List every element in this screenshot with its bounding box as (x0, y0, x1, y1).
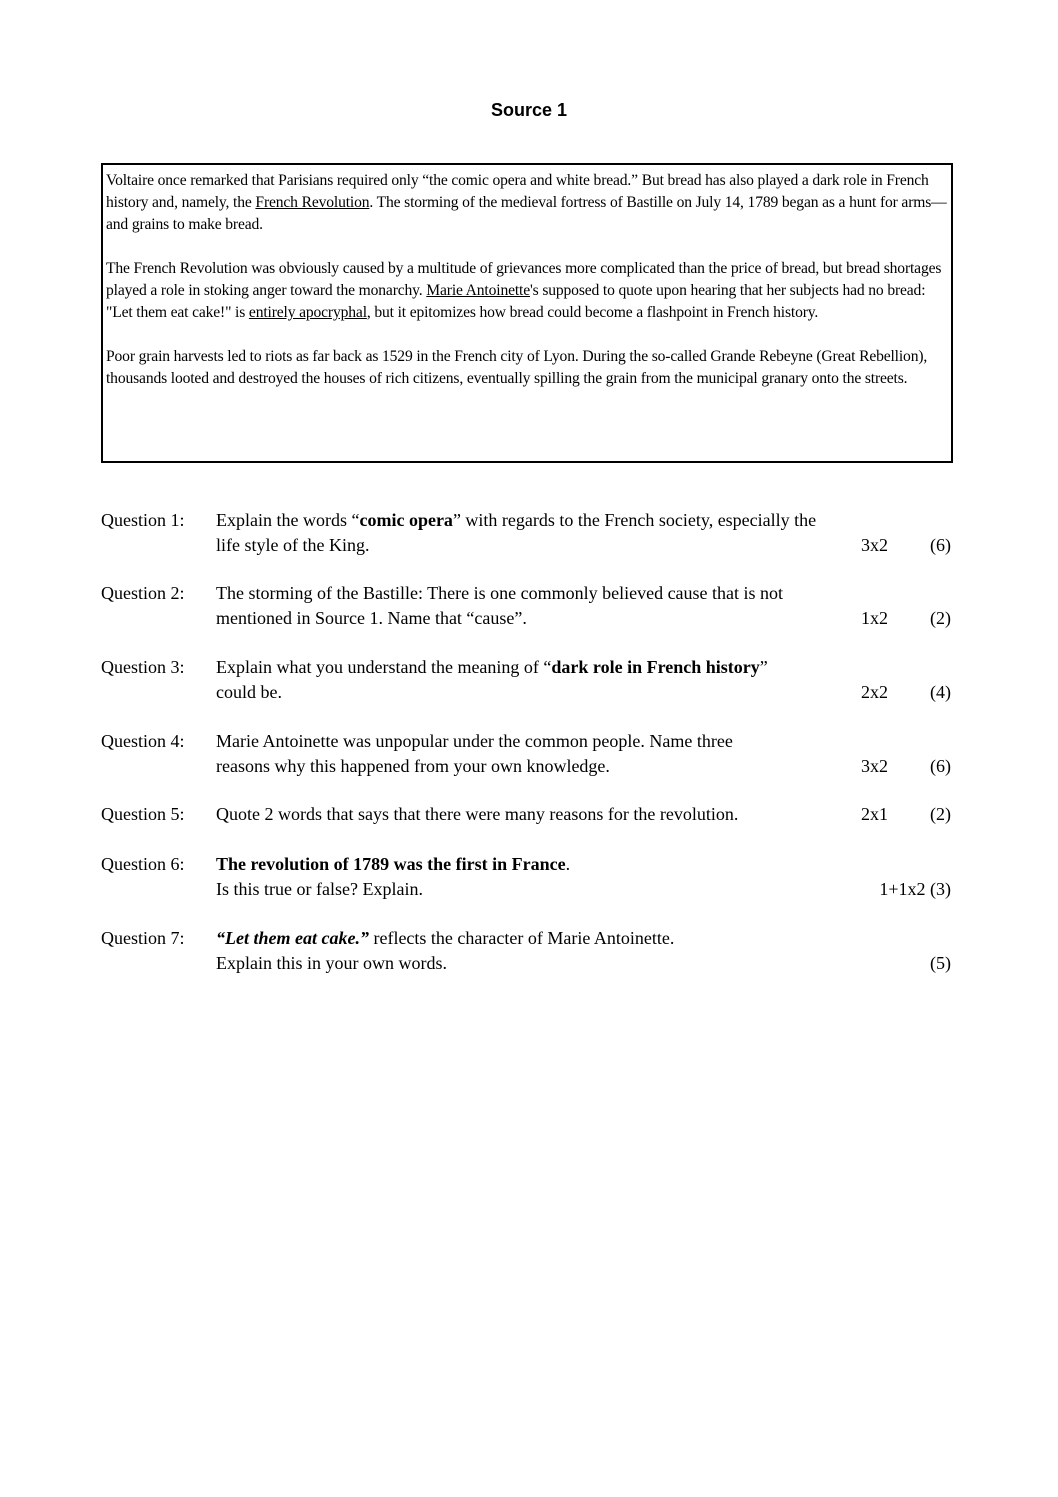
question-marks: 3x2 (6) (861, 535, 951, 555)
question-text: Explain the words “comic opera” with regards to the French society, especially the (216, 510, 817, 530)
source-paragraph-3: Poor grain harvests led to riots as far back as 1529 in the French city of Lyon. During the so-called Grande Rebeyne (Great Rebellion), thousands looted and destroyed the houses of rich citizens, eventually spilling the grain from the municipal granary onto the streets. (106, 348, 928, 387)
question-label: Question 3: (101, 657, 185, 677)
question-label: Question 2: (101, 583, 185, 603)
question-5 (101, 802, 951, 827)
question-marks: (5) (930, 953, 951, 973)
page-title: Source 1 (490, 100, 568, 120)
question-text: life style of the King. (216, 535, 370, 555)
question-2 (101, 581, 951, 631)
question-marks: 3x2 (6) (861, 756, 951, 776)
question-3 (101, 655, 951, 705)
question-label: Question 1: (101, 510, 185, 530)
french-revolution-link[interactable]: French Revolution (255, 194, 370, 211)
marie-antoinette-link[interactable]: Marie Antoinette (426, 282, 530, 299)
question-text: Is this true or false? Explain. (216, 879, 423, 899)
question-text: mentioned in Source 1. Name that “cause”. (216, 608, 527, 628)
question-text: The storming of the Bastille: There is one commonly believed cause that is not (216, 583, 784, 603)
question-text: Marie Antoinette was unpopular under the common people. Name three (216, 731, 733, 751)
question-label: Question 6: (101, 854, 185, 874)
question-marks: 2x1 (2) (861, 804, 951, 824)
source-paragraph-1: Voltaire once remarked that Parisians required only “the comic opera and white bread.” But bread has also played a dark role in French history and, namely, the French Revolution. The storming of the medieval fortress of Bastille on July 14, 1789 began as a hunt for arms—and grains to make bread. (106, 172, 947, 233)
question-text: could be. (216, 682, 282, 702)
question-text: Quote 2 words that says that there were many reasons for the revolution. (216, 804, 739, 824)
question-label: Question 4: (101, 731, 185, 751)
question-label: Question 5: (101, 804, 185, 824)
source-paragraph-2: The French Revolution was obviously caused by a multitude of grievances more complicated than the price of bread, but bread shortages played a role in stoking anger toward the monarchy. Marie Antoinette's supposed to quote upon hearing that her subjects had no bread: "Let them eat cake!" is entirely apocryphal, but it epitomizes how bread could become a flashpoint in French history. (106, 260, 942, 321)
question-text: “Let them eat cake.” reflects the character of Marie Antoinette. (216, 928, 675, 948)
question-marks: 2x2 (4) (861, 682, 951, 702)
question-text: reasons why this happened from your own knowledge. (216, 756, 610, 776)
source-box (101, 163, 953, 463)
question-marks: 1+1x2 (3) (879, 879, 951, 899)
question-4 (101, 729, 951, 779)
entirely-apocryphal-link[interactable]: entirely apocryphal (248, 304, 367, 321)
question-marks: 1x2 (2) (861, 608, 951, 628)
question-label: Question 7: (101, 928, 185, 948)
question-6 (101, 852, 951, 902)
question-text: Explain what you understand the meaning of “dark role in French history” (216, 657, 768, 677)
question-text: The revolution of 1789 was the first in France. (216, 854, 571, 874)
question-text: Explain this in your own words. (216, 953, 447, 973)
question-7 (101, 926, 951, 976)
question-1 (101, 508, 951, 558)
